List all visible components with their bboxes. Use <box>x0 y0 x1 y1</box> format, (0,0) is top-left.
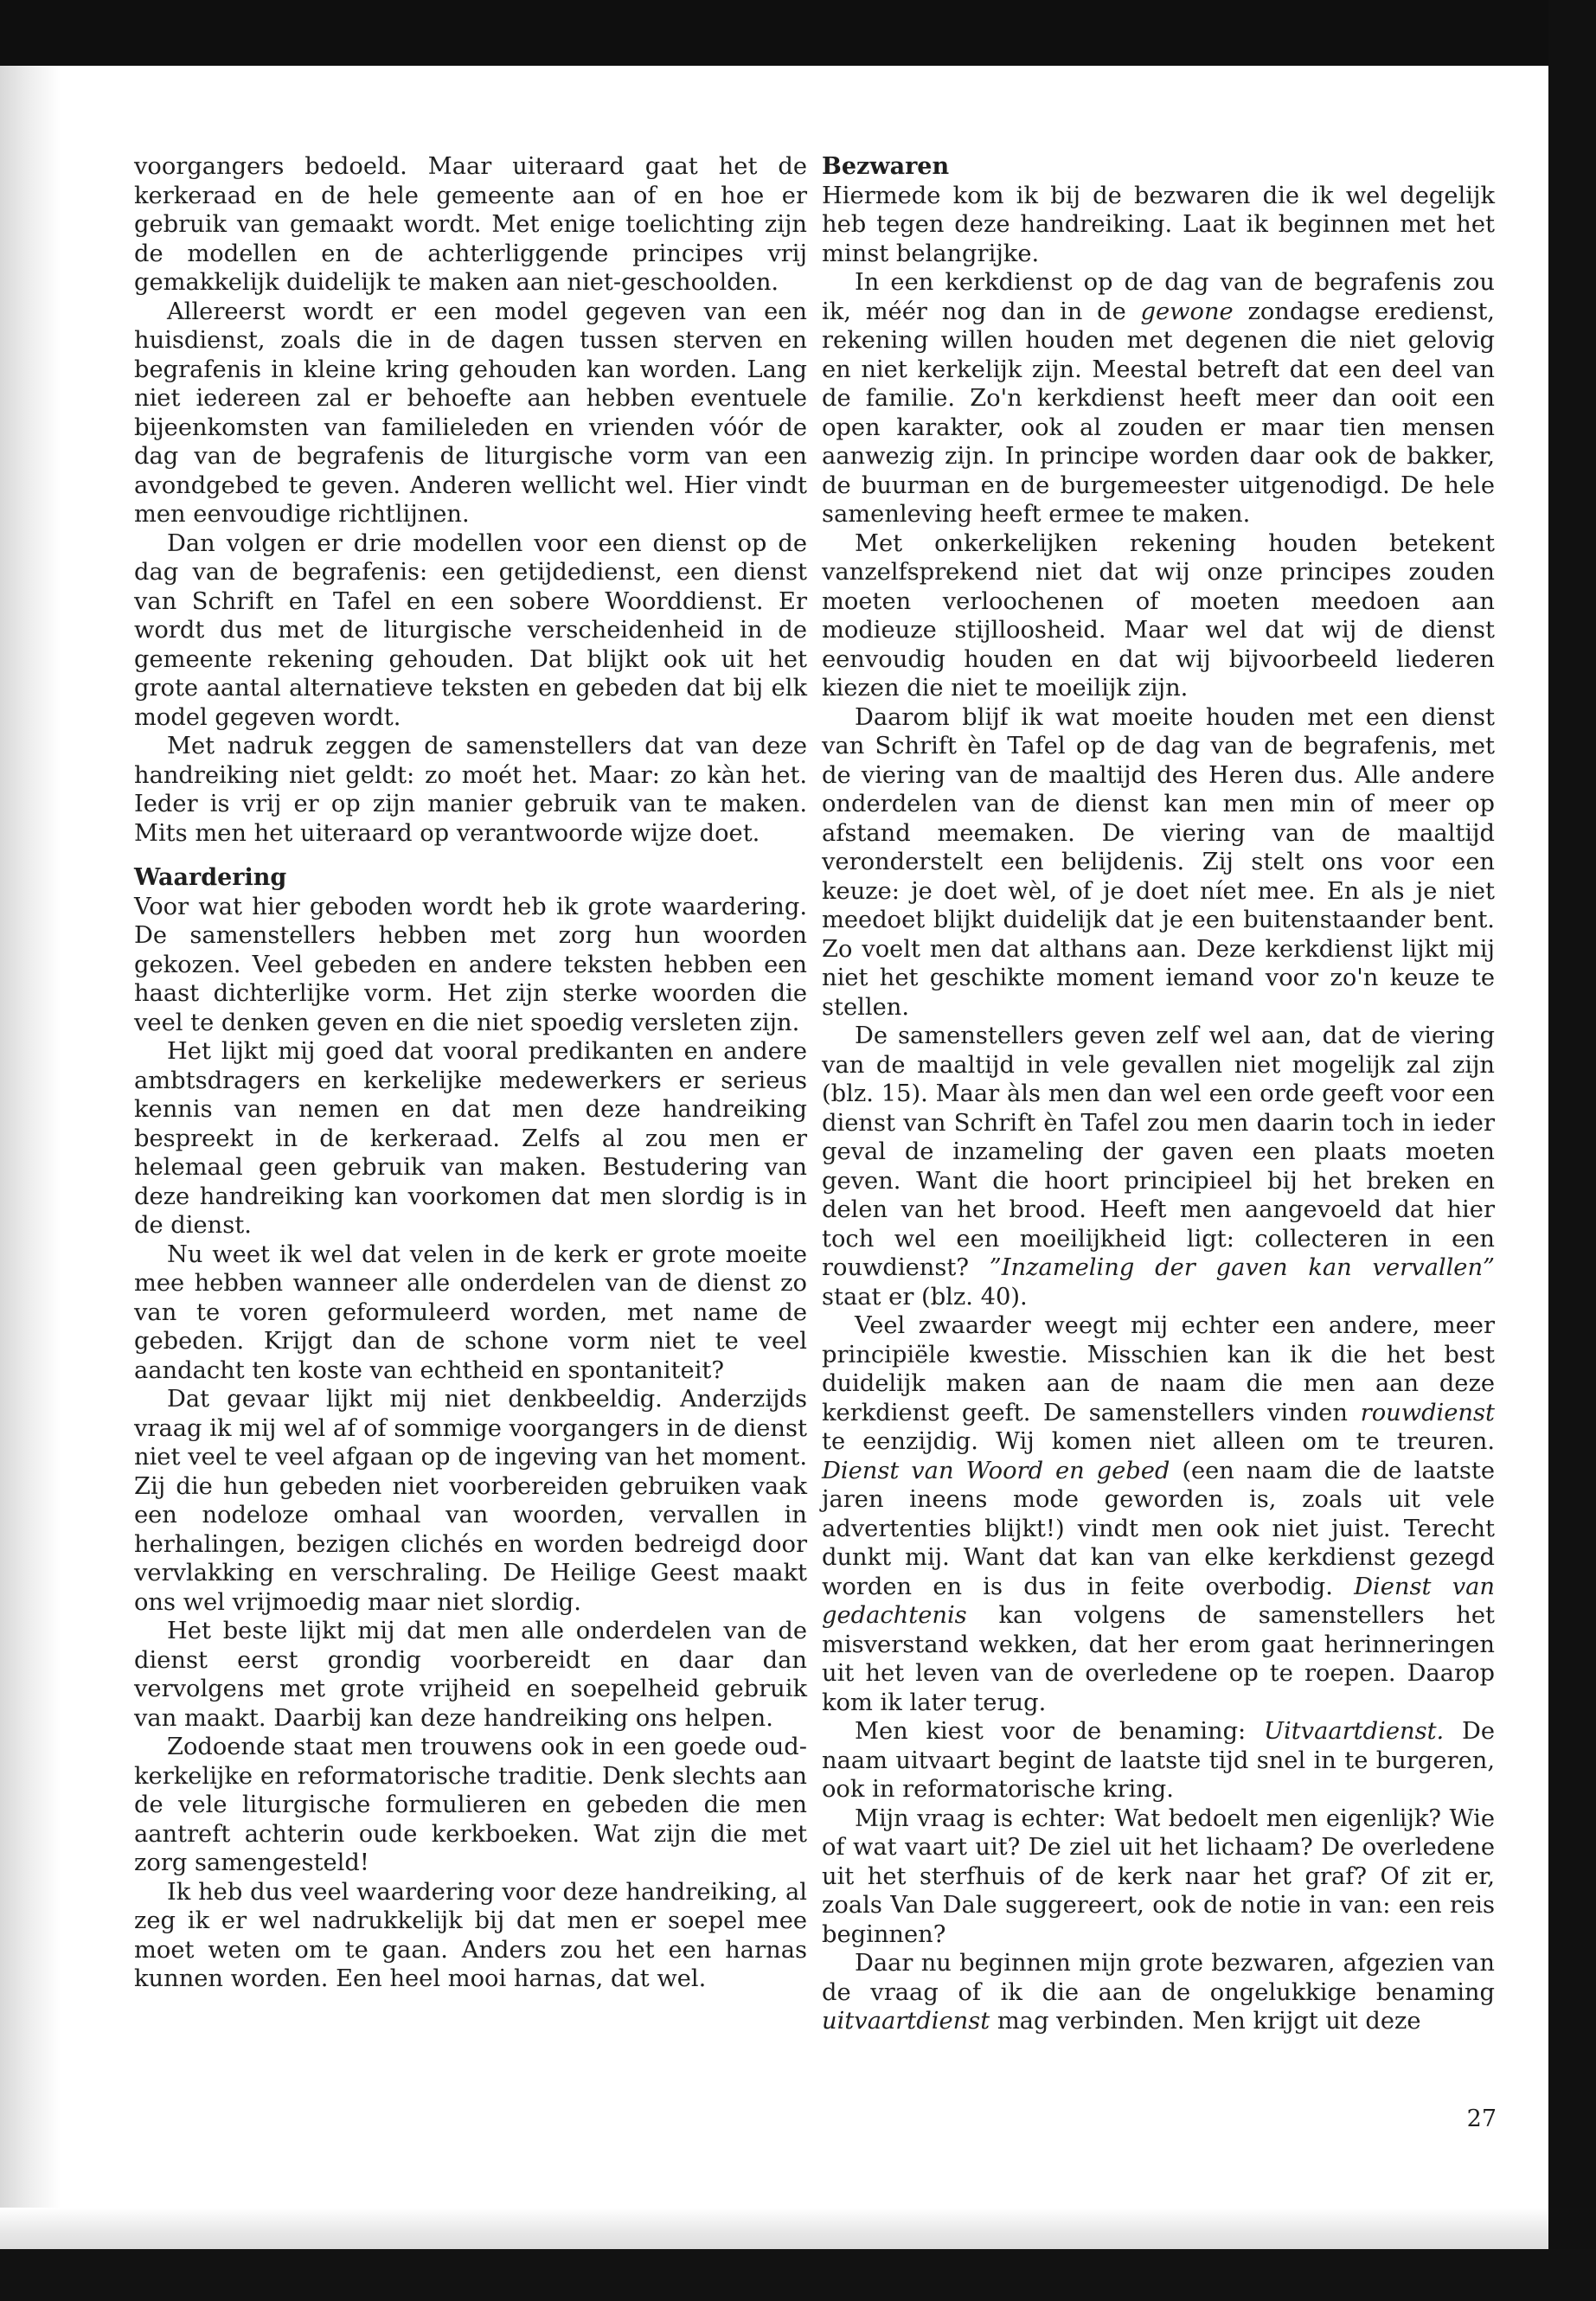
paragraph <box>822 1022 1495 1311</box>
paragraph: Het beste lijkt mij dat men alle onderdelen van de dienst eerst grondig voorbereidt en daar dan vervolgens met grote vrijheid en soepelheid gebruik van maakt. Daarbij kan deze handreiking ons helpen. <box>134 1618 807 1732</box>
paragraph: Nu weet ik wel dat velen in de kerk er grote moeite mee hebben wanneer alle onderdelen van de dienst zo van te voren geformuleerd worden, met name de gebeden. Krijgt dan de schone vorm niet te veel aandacht ten koste van echtheid en spontaniteit? <box>134 1240 807 1384</box>
italic-text: gewone <box>1140 298 1234 325</box>
paragraph: Dat gevaar lijkt mij niet denkbeeldig. Anderzijds vraag ik mij wel af of sommige voorgangers in de dienst niet veel te veel afgaan op de ingeving van het moment. Zij die hun gebeden niet voorbereiden gebruiken vaak een nodeloze omhaal van woorden, vervallen in herhalingen, bezigen clichés en worden bedreigd door vervlakking en verschraling. De Heilige Geest maakt ons wel vrijmoedig maar niet slordig. <box>134 1386 807 1616</box>
paragraph: Met onkerkelijken rekening houden betekent vanzelfsprekend niet dat wij onze principes zouden moeten verloochenen of moeten meedoen aan modieuze stijlloosheid. Maar wel dat wij de dienst eenvoudig houden en dat wij bijvoorbeeld liederen kiezen die niet te moeilijk zijn. <box>822 529 1495 702</box>
scan-left-shadow <box>0 66 61 2267</box>
paragraph: Met nadruk zeggen de samenstellers dat van deze handreiking niet geldt: zo moét het. Maar: zo kàn het. Ieder is vrij er op zijn manier gebruik van te maken. Mits men het uiteraard op verantwoorde wijze doet. <box>134 733 807 847</box>
paragraph: Het lijkt mij goed dat vooral predikanten en andere ambtsdragers en kerkelijke medewerkers er serieus kennis van nemen en dat men deze handreiking bespreekt in de kerkeraad. Zelfs al zou men er helemaal geen gebruik van maken. Bestudering van deze handreiking kan voorkomen dat men slordig is in de dienst. <box>134 1038 807 1239</box>
italic-text: Uitvaartdienst. <box>1263 1718 1445 1745</box>
paragraph: Dan volgen er drie modellen voor een dienst op de dag van de begrafenis: een getijdedienst, een dienst van Schrift en Tafel en een sobere Woorddienst. Er wordt dus met de liturgische verscheidenheid in de gemeente rekening gehouden. Dat blijkt ook uit het grote aantal alternatieve teksten en gebeden dat bij elk model gegeven wordt. <box>134 529 807 731</box>
left-column <box>134 152 807 1994</box>
scan-top-border <box>0 0 1596 66</box>
paragraph <box>822 1311 1495 1717</box>
paragraph <box>822 1717 1495 1804</box>
text-run: staat er (blz. 40). <box>822 1283 1028 1311</box>
text-run: Daar nu beginnen mijn grote bezwaren, afgezien van de vraag of ik die aan de ongelukkige benaming <box>822 1950 1495 2006</box>
paragraph: Ik heb dus veel waardering voor deze handreiking, al zeg ik er wel nadrukkelijk bij dat men er soepel mee moet weten om te gaan. Anders zou het een harnas kunnen worden. Een heel mooi harnas, dat wel. <box>134 1878 807 1992</box>
paragraph: Mijn vraag is echter: Wat bedoelt men eigenlijk? Wie of wat vaart uit? De ziel uit het lichaam? De overledene uit het sterfhuis of de kerk naar het graf? Of zit er, zoals Van Dale suggereert, ook de notie in van: een reis beginnen? <box>822 1804 1495 1948</box>
italic-text: rouwdienst <box>1360 1399 1495 1426</box>
section-heading-bezwaren: Bezwaren <box>822 153 950 180</box>
text-run: kan volgens de samenstellers het misverstand wekken, dat her erom gaat herinneringen uit het leven van de overledene op te roepen. Daarop kom ik later terug. <box>822 1602 1495 1716</box>
italic-text: Dienst van Woord en gebed <box>822 1457 1170 1484</box>
page-number: 27 <box>1466 2106 1497 2132</box>
text-run: In een kerkdienst op de dag van de begrafenis zou ik, méér nog dan in de <box>822 269 1495 325</box>
paragraph: Zodoende staat men trouwens ook in een goede oud-kerkelijke en reformatorische traditie. Denk slechts aan de vele liturgische formulieren en gebeden die men aantreft achterin oude kerkboeken. Wat zijn die met zorg samengesteld! <box>134 1734 807 1876</box>
paragraph: Allereerst wordt er een model gegeven van een huisdienst, zoals die in de dagen tussen sterven en begrafenis in kleine kring gehouden kan worden. Lang niet iedereen zal er behoefte aan hebben eventuele bijeenkomsten van familieleden en vrienden vóór de dag van de begrafenis de liturgische vorm van een avondgebed te geven. Anderen wellicht wel. Hier vindt men eenvoudige richtlijnen. <box>134 298 807 528</box>
paragraph: voorgangers bedoeld. Maar uiteraard gaat het de kerkeraad en de hele gemeente aan of en hoe er gebruik van gemaakt wordt. Met enige toelichting zijn de modellen en de achterliggende principes vrij gemakkelijk duidelijk te maken aan niet-geschoolden. <box>134 153 807 296</box>
italic-text: Dienst van gedachtenis <box>822 1573 1496 1629</box>
text-run: zondagse eredienst, rekening willen houden met degenen die niet gelovig en niet kerkelijk zijn. Meestal betreft dat een deel van de familie. Zo'n kerkdienst heeft meer dan ooit een open karakter, ook al zouden er maar tien mensen aanwezig zijn. In principe worden daar ook de bakker, de buurman en de burgemeester uitgenodigd. De hele samenleving heeft ermee te maken. <box>822 298 1495 528</box>
right-column <box>822 152 1495 2036</box>
text-run: (een naam die de laatste jaren ineens mode geworden is, zoals uit vele advertenties blijkt!) vindt men ook niet juist. Terecht dunkt mij. Want dat kan van elke kerkdienst gezegd worden en is dus in feite overbodig. <box>822 1457 1495 1600</box>
paragraph: Voor wat hier geboden wordt heb ik grote waardering. De samenstellers hebben met zorg hun woorden gekozen. Veel gebeden en andere teksten hebben een haast dichterlijke vorm. Het zijn sterke woorden die veel te denken geven en die niet spoedig versleten zijn. <box>134 893 807 1036</box>
text-run: Veel zwaarder weegt mij echter een andere, meer principiële kwestie. Misschien kan ik die het best duidelijk maken aan de naam die men aan deze kerkdienst geeft. De samenstellers vinden <box>822 1312 1495 1426</box>
italic-text: ”Inzameling der gaven kan vervallen” <box>989 1254 1496 1281</box>
scan-right-border <box>1548 0 1596 2301</box>
text-run: te eenzijdig. Wij komen niet alleen om te treuren. <box>822 1428 1495 1455</box>
paragraph <box>822 268 1495 529</box>
paragraph: Hiermede kom ik bij de bezwaren die ik wel degelijk heb tegen deze handreiking. Laat ik beginnen met het minst belangrijke. <box>822 182 1495 267</box>
scan-bottom-border <box>0 2249 1596 2301</box>
text-run: mag verbinden. Men krijgt uit deze <box>990 2008 1421 2035</box>
text-run: De samenstellers geven zelf wel aan, dat de viering van de maaltijd in vele gevallen niet mogelijk zal zijn (blz. 15). Maar àls men dan wel een orde geeft voor een dienst van Schrift èn Tafel zou men daarin toch in ieder geval de inzameling der gaven een plaats moeten geven. Want die hoort principieel bij het breken en delen van het brood. Heeft men aangevoeld dat hier toch wel een moeilijkheid ligt: collecteren in een rouwdienst? <box>822 1022 1495 1281</box>
text-run: Men kiest voor de benaming: <box>855 1718 1264 1745</box>
section-heading-waardering: Waardering <box>134 864 287 891</box>
italic-text: uitvaartdienst <box>822 2008 990 2035</box>
paragraph <box>822 1949 1495 2036</box>
text-run: De naam uitvaart begint de laatste tijd snel in te burgeren, ook in reformatorische kring. <box>822 1718 1495 1803</box>
paragraph: Daarom blijf ik wat moeite houden met een dienst van Schrift èn Tafel op de dag van de begrafenis, met de viering van de maaltijd des Heren dus. Alle andere onderdelen van de dienst kan men min of meer op afstand meemaken. De viering van de maaltijd veronderstelt een belijdenis. Zij stelt ons voor een keuze: je doet wèl, of je doet níet mee. En als je niet meedoet blijkt duidelijk dat je een buitenstaander bent. Zo voelt men dat althans aan. Deze kerkdienst lijkt mij niet het geschikte moment iemand voor zo'n keuze te stellen. <box>822 703 1495 1021</box>
